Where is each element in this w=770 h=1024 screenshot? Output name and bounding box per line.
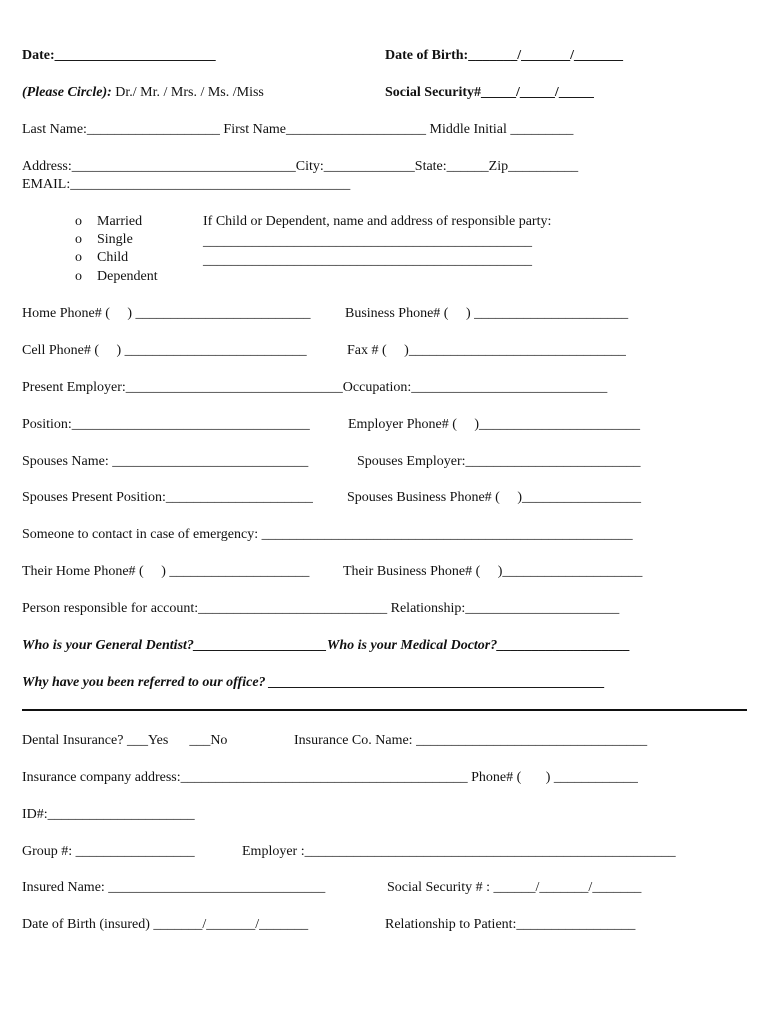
circle-bullet-icon: o: [75, 250, 82, 265]
emergency-contact-field[interactable]: Someone to contact in case of emergency: _____________________________________________________: [22, 527, 633, 542]
circle-bullet-icon: o: [75, 232, 82, 247]
dependent-line-2[interactable]: _______________________________________________: [203, 253, 532, 268]
cell-phone-field[interactable]: Cell Phone# ( ) __________________________: [22, 343, 307, 358]
circle-bullet-icon: o: [75, 269, 82, 284]
email-field[interactable]: EMAIL:________________________________________: [22, 177, 351, 192]
circle-label: (Please Circle):: [22, 85, 112, 100]
name-fields[interactable]: Last Name:___________________ First Name____________________ Middle Initial _________: [22, 122, 574, 137]
spouse-position-field[interactable]: Spouses Present Position:_____________________: [22, 490, 313, 505]
business-phone-field[interactable]: Business Phone# ( ) ______________________: [345, 306, 629, 321]
insured-dob-field[interactable]: Date of Birth (insured) _______/_______/_______: [22, 917, 309, 932]
status-dependent[interactable]: o Dependent: [75, 269, 158, 284]
status-married[interactable]: o Married: [75, 214, 143, 229]
insurance-address-field[interactable]: Insurance company address:_________________________________________ Phone# ( ) ____________: [22, 770, 638, 785]
home-phone-field[interactable]: Home Phone# ( ) _________________________: [22, 306, 311, 321]
their-business-phone-field[interactable]: Their Business Phone# ( )____________________: [343, 564, 643, 579]
date-field[interactable]: Date:_______________________: [22, 48, 216, 63]
insured-ssn-field[interactable]: Social Security # : ______/_______/_______: [387, 880, 642, 895]
dob-field[interactable]: Date of Birth:_______/_______/_______: [385, 48, 623, 63]
title-circle-row: [22, 85, 264, 101]
status-single[interactable]: o Single: [75, 232, 133, 247]
referral-reason-field[interactable]: Why have you been referred to our office? ________________________________________________: [22, 675, 606, 690]
section-divider: [22, 709, 747, 711]
their-home-phone-field[interactable]: Their Home Phone# ( ) ____________________: [22, 564, 310, 579]
ssn-field[interactable]: Social Security#_____/_____/_____: [385, 85, 594, 100]
insurance-company-name-field[interactable]: Insurance Co. Name: _________________________________: [294, 733, 648, 748]
fax-field[interactable]: Fax # ( )_______________________________: [347, 343, 626, 358]
spouse-employer-field[interactable]: Spouses Employer:_________________________: [357, 454, 641, 469]
spouse-name-field[interactable]: Spouses Name: ____________________________: [22, 454, 309, 469]
insured-name-field[interactable]: Insured Name: _______________________________: [22, 880, 326, 895]
circle-bullet-icon: o: [75, 214, 82, 229]
dependent-label: If Child or Dependent, name and address of responsible party:: [203, 214, 552, 229]
dependent-line-1[interactable]: _______________________________________________: [203, 234, 532, 249]
responsible-party-field[interactable]: Person responsible for account:___________________________ Relationship:______________________: [22, 601, 620, 616]
employer-phone-field[interactable]: Employer Phone# ( )_______________________: [348, 417, 641, 432]
insurance-id-field[interactable]: ID#:_____________________: [22, 807, 195, 822]
title-options[interactable]: Dr./ Mr. / Mrs. / Ms. /Miss: [111, 85, 264, 100]
insurance-employer-field[interactable]: Employer :_____________________________________________________: [242, 844, 676, 859]
group-number-field[interactable]: Group #: _________________: [22, 844, 195, 859]
employer-occupation-field[interactable]: Present Employer:_______________________________Occupation:____________________________: [22, 380, 608, 395]
dental-insurance-yes-no[interactable]: Dental Insurance? ___Yes ___No: [22, 733, 228, 748]
spouse-phone-field[interactable]: Spouses Business Phone# ( )_________________: [347, 490, 642, 505]
status-child[interactable]: o Child: [75, 250, 129, 265]
position-field[interactable]: Position:__________________________________: [22, 417, 310, 432]
dentist-doctor-field[interactable]: Who is your General Dentist?___________________Who is your Medical Doctor?___________________: [22, 638, 631, 653]
address-fields[interactable]: Address:________________________________City:_____________State:______Zip__________: [22, 159, 579, 174]
relationship-to-patient-field[interactable]: Relationship to Patient:_________________: [385, 917, 636, 932]
